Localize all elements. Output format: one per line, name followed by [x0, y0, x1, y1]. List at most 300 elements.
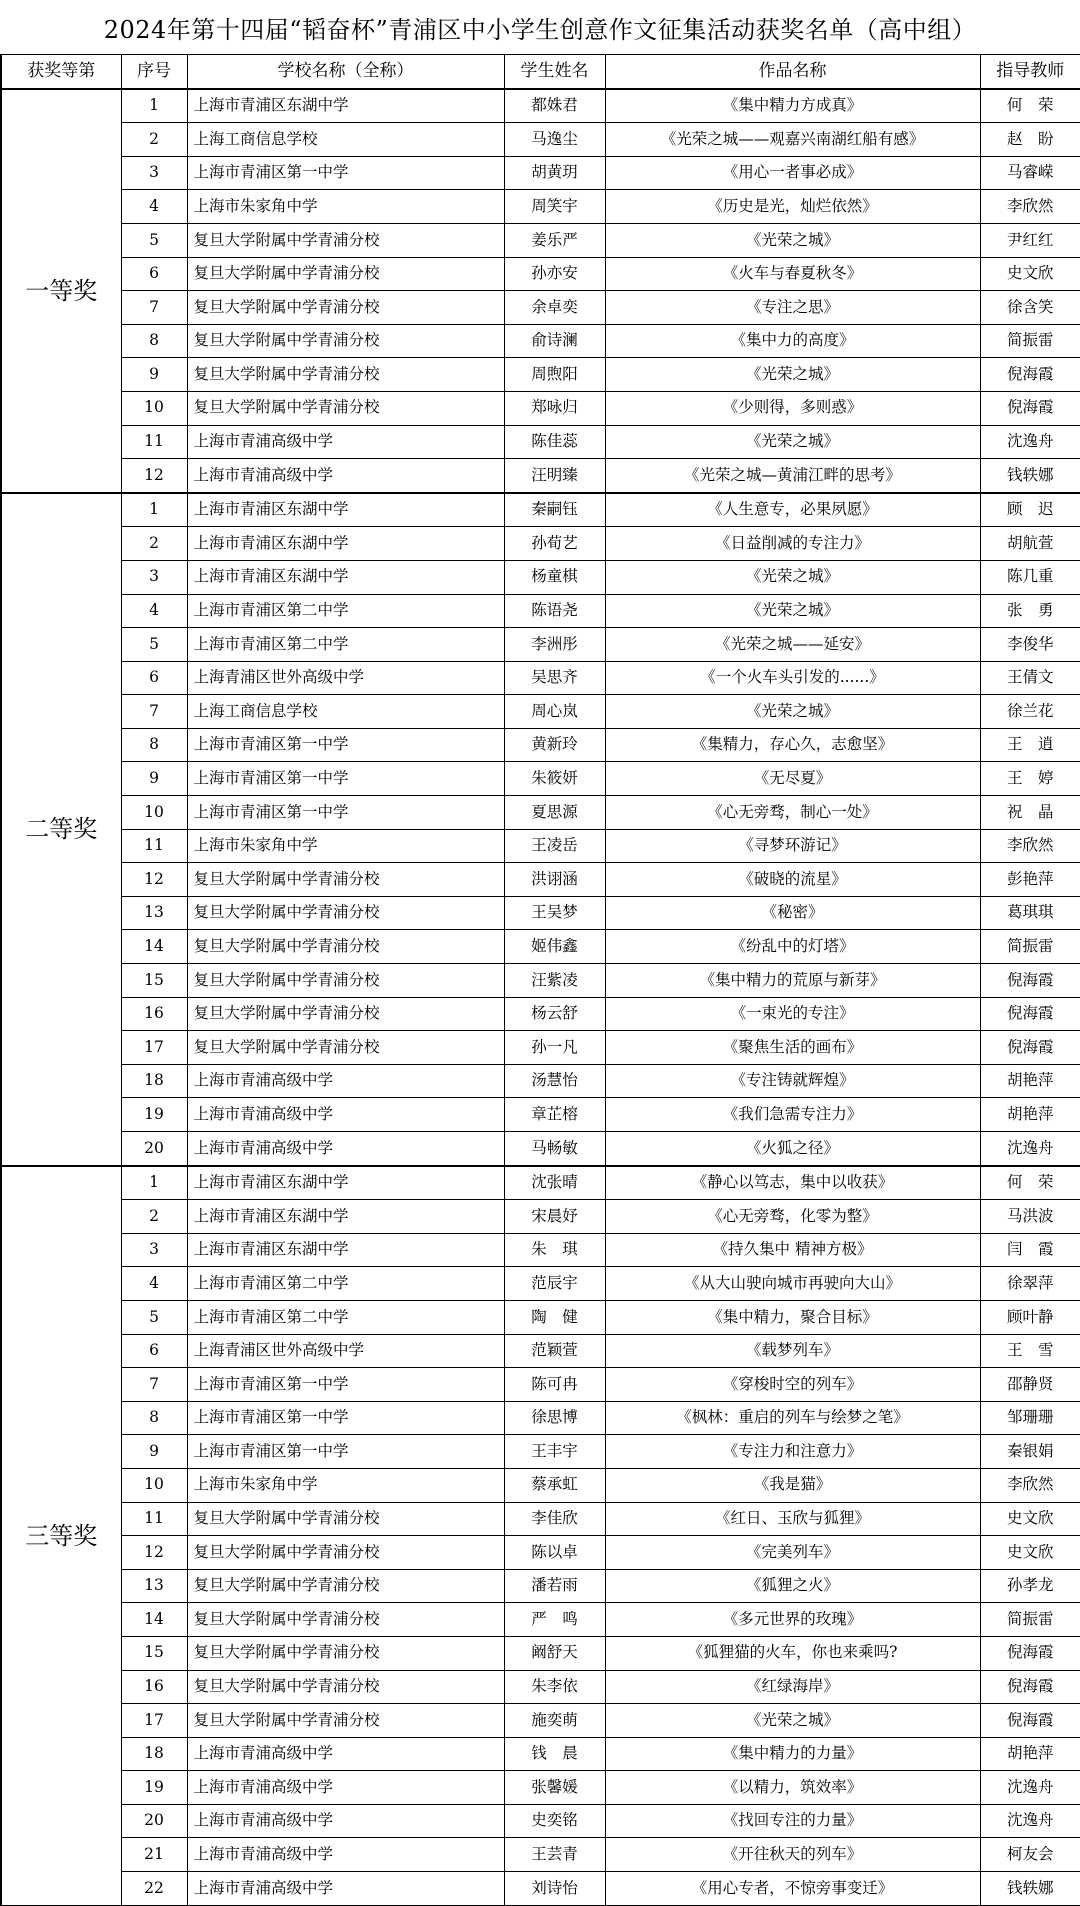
- teacher-cell: 倪海霞: [980, 964, 1080, 998]
- index-cell: 18: [121, 1064, 187, 1098]
- student-cell: 胡黄玥: [504, 156, 605, 190]
- teacher-cell: 何 荣: [980, 1166, 1080, 1200]
- school-cell: 上海市青浦高级中学: [187, 1737, 504, 1771]
- index-cell: 20: [121, 1132, 187, 1166]
- work-title-cell: 《纷乱中的灯塔》: [605, 930, 980, 964]
- table-body: [1, 89, 1080, 1906]
- teacher-cell: 史文欣: [980, 1536, 1080, 1570]
- work-title-cell: 《载梦列车》: [605, 1334, 980, 1368]
- header-work: 作品名称: [605, 55, 980, 89]
- work-title-cell: 《寻梦环游记》: [605, 829, 980, 863]
- header-award-level: 获奖等第: [1, 55, 121, 89]
- student-cell: 陈以卓: [504, 1536, 605, 1570]
- teacher-cell: 赵 盼: [980, 123, 1080, 157]
- student-cell: 章芷榕: [504, 1098, 605, 1132]
- work-title-cell: 《集中精力，聚合目标》: [605, 1300, 980, 1334]
- index-cell: 7: [121, 695, 187, 729]
- index-cell: 18: [121, 1737, 187, 1771]
- school-cell: 上海市青浦区第二中学: [187, 628, 504, 662]
- teacher-cell: 倪海霞: [980, 1670, 1080, 1704]
- header-teacher: 指导教师: [980, 55, 1080, 89]
- school-cell: 复旦大学附属中学青浦分校: [187, 1536, 504, 1570]
- school-cell: 上海市青浦区东湖中学: [187, 493, 504, 527]
- table-row: [1, 391, 1080, 425]
- student-cell: 陈佳蕊: [504, 425, 605, 459]
- index-cell: 13: [121, 1569, 187, 1603]
- teacher-cell: 张 勇: [980, 594, 1080, 628]
- teacher-cell: 胡航萱: [980, 527, 1080, 561]
- student-cell: 姜乐严: [504, 223, 605, 257]
- school-cell: 上海市青浦高级中学: [187, 1771, 504, 1805]
- index-cell: 9: [121, 358, 187, 392]
- work-title-cell: 《用心专者，不惊旁事变迁》: [605, 1872, 980, 1906]
- table-row: [1, 930, 1080, 964]
- school-cell: 复旦大学附属中学青浦分校: [187, 863, 504, 897]
- table-row: [1, 190, 1080, 224]
- teacher-cell: 秦银娟: [980, 1435, 1080, 1469]
- index-cell: 17: [121, 1031, 187, 1065]
- index-cell: 8: [121, 1401, 187, 1435]
- student-cell: 史奕铭: [504, 1804, 605, 1838]
- teacher-cell: 倪海霞: [980, 1031, 1080, 1065]
- teacher-cell: 倪海霞: [980, 1704, 1080, 1738]
- school-cell: 复旦大学附属中学青浦分校: [187, 391, 504, 425]
- header-index: 序号: [121, 55, 187, 89]
- work-title-cell: 《静心以笃志，集中以收获》: [605, 1166, 980, 1200]
- work-title-cell: 《光荣之城》: [605, 1704, 980, 1738]
- teacher-cell: 简振雷: [980, 1603, 1080, 1637]
- student-cell: 李洲彤: [504, 628, 605, 662]
- index-cell: 16: [121, 997, 187, 1031]
- index-cell: 11: [121, 829, 187, 863]
- work-title-cell: 《用心一者事必成》: [605, 156, 980, 190]
- table-row: [1, 1031, 1080, 1065]
- work-title-cell: 《光荣之城—黄浦江畔的思考》: [605, 459, 980, 493]
- student-cell: 王凌岳: [504, 829, 605, 863]
- student-cell: 吴思齐: [504, 661, 605, 695]
- school-cell: 上海青浦区世外高级中学: [187, 1334, 504, 1368]
- index-cell: 22: [121, 1872, 187, 1906]
- student-cell: 俞诗澜: [504, 324, 605, 358]
- teacher-cell: 史文欣: [980, 257, 1080, 291]
- student-cell: 周煦阳: [504, 358, 605, 392]
- school-cell: 上海工商信息学校: [187, 123, 504, 157]
- work-title-cell: 《红日、玉欣与狐狸》: [605, 1502, 980, 1536]
- index-cell: 13: [121, 896, 187, 930]
- index-cell: 5: [121, 1300, 187, 1334]
- teacher-cell: 李俊华: [980, 628, 1080, 662]
- school-cell: 上海市青浦高级中学: [187, 1872, 504, 1906]
- student-cell: 周心岚: [504, 695, 605, 729]
- teacher-cell: 简振雷: [980, 324, 1080, 358]
- table-row: [1, 1064, 1080, 1098]
- work-title-cell: 《集中精力的力量》: [605, 1737, 980, 1771]
- index-cell: 17: [121, 1704, 187, 1738]
- index-cell: 6: [121, 661, 187, 695]
- teacher-cell: 王 逍: [980, 728, 1080, 762]
- table-row: [1, 997, 1080, 1031]
- teacher-cell: 史文欣: [980, 1502, 1080, 1536]
- work-title-cell: 《光荣之城》: [605, 223, 980, 257]
- index-cell: 9: [121, 1435, 187, 1469]
- table-row: [1, 1435, 1080, 1469]
- student-cell: 夏思源: [504, 796, 605, 830]
- student-cell: 周笑宇: [504, 190, 605, 224]
- table-row: [1, 1838, 1080, 1872]
- work-title-cell: 《人生意专，必果夙愿》: [605, 493, 980, 527]
- work-title-cell: 《光荣之城——延安》: [605, 628, 980, 662]
- school-cell: 上海市青浦高级中学: [187, 1132, 504, 1166]
- index-cell: 21: [121, 1838, 187, 1872]
- index-cell: 19: [121, 1771, 187, 1805]
- school-cell: 复旦大学附属中学青浦分校: [187, 930, 504, 964]
- work-title-cell: 《光荣之城》: [605, 425, 980, 459]
- table-row: [1, 1636, 1080, 1670]
- index-cell: 11: [121, 1502, 187, 1536]
- student-cell: 陈可冉: [504, 1368, 605, 1402]
- school-cell: 复旦大学附属中学青浦分校: [187, 257, 504, 291]
- teacher-cell: 倪海霞: [980, 391, 1080, 425]
- student-cell: 蔡承虹: [504, 1468, 605, 1502]
- teacher-cell: 胡艳萍: [980, 1737, 1080, 1771]
- table-row: [1, 964, 1080, 998]
- teacher-cell: 柯友会: [980, 1838, 1080, 1872]
- work-title-cell: 《集中精力方成真》: [605, 89, 980, 123]
- student-cell: 孙荀艺: [504, 527, 605, 561]
- index-cell: 4: [121, 594, 187, 628]
- table-row: [1, 1536, 1080, 1570]
- work-title-cell: 《光荣之城——观嘉兴南湖红船有感》: [605, 123, 980, 157]
- school-cell: 复旦大学附属中学青浦分校: [187, 1603, 504, 1637]
- teacher-cell: 顾叶静: [980, 1300, 1080, 1334]
- work-title-cell: 《完美列车》: [605, 1536, 980, 1570]
- table-row: [1, 89, 1080, 123]
- school-cell: 上海市青浦区第一中学: [187, 728, 504, 762]
- index-cell: 12: [121, 863, 187, 897]
- teacher-cell: 倪海霞: [980, 1636, 1080, 1670]
- student-cell: 施奕萌: [504, 1704, 605, 1738]
- school-cell: 上海市青浦高级中学: [187, 1064, 504, 1098]
- work-title-cell: 《一束光的专注》: [605, 997, 980, 1031]
- teacher-cell: 何 荣: [980, 89, 1080, 123]
- teacher-cell: 李欣然: [980, 829, 1080, 863]
- table-row: [1, 695, 1080, 729]
- work-title-cell: 《穿梭时空的列车》: [605, 1368, 980, 1402]
- student-cell: 徐思博: [504, 1401, 605, 1435]
- award-level-cell: 二等奖: [1, 493, 121, 1166]
- work-title-cell: 《专注铸就辉煌》: [605, 1064, 980, 1098]
- student-cell: 汪紫凌: [504, 964, 605, 998]
- work-title-cell: 《一个火车头引发的......》: [605, 661, 980, 695]
- work-title-cell: 《集精力，存心久，志愈坚》: [605, 728, 980, 762]
- student-cell: 余卓奕: [504, 291, 605, 325]
- teacher-cell: 祝 晶: [980, 796, 1080, 830]
- index-cell: 15: [121, 964, 187, 998]
- school-cell: 上海市青浦区第二中学: [187, 594, 504, 628]
- teacher-cell: 邹珊珊: [980, 1401, 1080, 1435]
- index-cell: 20: [121, 1804, 187, 1838]
- teacher-cell: 徐兰花: [980, 695, 1080, 729]
- table-row: [1, 1569, 1080, 1603]
- teacher-cell: 葛琪琪: [980, 896, 1080, 930]
- teacher-cell: 彭艳萍: [980, 863, 1080, 897]
- index-cell: 2: [121, 527, 187, 561]
- table-row: [1, 1368, 1080, 1402]
- work-title-cell: 《光荣之城》: [605, 594, 980, 628]
- student-cell: 李佳欣: [504, 1502, 605, 1536]
- work-title-cell: 《我是猫》: [605, 1468, 980, 1502]
- index-cell: 14: [121, 930, 187, 964]
- student-cell: 刘诗怡: [504, 1872, 605, 1906]
- index-cell: 10: [121, 1468, 187, 1502]
- work-title-cell: 《光荣之城》: [605, 695, 980, 729]
- header-student: 学生姓名: [504, 55, 605, 89]
- teacher-cell: 马睿嵘: [980, 156, 1080, 190]
- teacher-cell: 闫 霞: [980, 1233, 1080, 1267]
- index-cell: 5: [121, 628, 187, 662]
- table-row: [1, 1737, 1080, 1771]
- teacher-cell: 钱轶娜: [980, 1872, 1080, 1906]
- work-title-cell: 《开往秋天的列车》: [605, 1838, 980, 1872]
- table-row: [1, 896, 1080, 930]
- table-row: [1, 1468, 1080, 1502]
- index-cell: 10: [121, 391, 187, 425]
- work-title-cell: 《少则得，多则惑》: [605, 391, 980, 425]
- student-cell: 王吴梦: [504, 896, 605, 930]
- work-title-cell: 《持久集中 精神方极》: [605, 1233, 980, 1267]
- table-row: [1, 459, 1080, 493]
- student-cell: 杨云舒: [504, 997, 605, 1031]
- school-cell: 上海市青浦区第二中学: [187, 1300, 504, 1334]
- teacher-cell: 徐翠萍: [980, 1267, 1080, 1301]
- table-row: [1, 1200, 1080, 1234]
- student-cell: 姬伟鑫: [504, 930, 605, 964]
- school-cell: 上海市青浦区东湖中学: [187, 1233, 504, 1267]
- index-cell: 7: [121, 291, 187, 325]
- work-title-cell: 《从大山驶向城市再驶向大山》: [605, 1267, 980, 1301]
- work-title-cell: 《日益削减的专注力》: [605, 527, 980, 561]
- table-row: [1, 1670, 1080, 1704]
- student-cell: 都姝君: [504, 89, 605, 123]
- school-cell: 上海市青浦区第一中学: [187, 156, 504, 190]
- teacher-cell: 沈逸舟: [980, 1132, 1080, 1166]
- teacher-cell: 王 雪: [980, 1334, 1080, 1368]
- work-title-cell: 《无尽夏》: [605, 762, 980, 796]
- index-cell: 6: [121, 1334, 187, 1368]
- student-cell: 孙一凡: [504, 1031, 605, 1065]
- school-cell: 上海市青浦高级中学: [187, 425, 504, 459]
- student-cell: 陈语尧: [504, 594, 605, 628]
- student-cell: 阚舒天: [504, 1636, 605, 1670]
- school-cell: 上海市朱家角中学: [187, 190, 504, 224]
- table-row: [1, 425, 1080, 459]
- work-title-cell: 《破晓的流星》: [605, 863, 980, 897]
- school-cell: 复旦大学附属中学青浦分校: [187, 358, 504, 392]
- student-cell: 朱李依: [504, 1670, 605, 1704]
- work-title-cell: 《枫林：重启的列车与绘梦之笔》: [605, 1401, 980, 1435]
- index-cell: 16: [121, 1670, 187, 1704]
- table-row: [1, 123, 1080, 157]
- index-cell: 7: [121, 1368, 187, 1402]
- school-cell: 上海市青浦区第一中学: [187, 1368, 504, 1402]
- index-cell: 3: [121, 560, 187, 594]
- index-cell: 8: [121, 728, 187, 762]
- table-row: [1, 1098, 1080, 1132]
- school-cell: 上海工商信息学校: [187, 695, 504, 729]
- school-cell: 上海市朱家角中学: [187, 1468, 504, 1502]
- index-cell: 15: [121, 1636, 187, 1670]
- teacher-cell: 沈逸舟: [980, 425, 1080, 459]
- school-cell: 上海市青浦区第一中学: [187, 1435, 504, 1469]
- work-title-cell: 《我们急需专注力》: [605, 1098, 980, 1132]
- table-row: [1, 1334, 1080, 1368]
- index-cell: 3: [121, 156, 187, 190]
- student-cell: 钱 晨: [504, 1737, 605, 1771]
- school-cell: 上海市青浦区第一中学: [187, 1401, 504, 1435]
- index-cell: 8: [121, 324, 187, 358]
- school-cell: 上海市青浦区第二中学: [187, 1267, 504, 1301]
- student-cell: 宋晨妤: [504, 1200, 605, 1234]
- teacher-cell: 马洪波: [980, 1200, 1080, 1234]
- student-cell: 郑咏归: [504, 391, 605, 425]
- student-cell: 马畅敏: [504, 1132, 605, 1166]
- work-title-cell: 《光荣之城》: [605, 560, 980, 594]
- teacher-cell: 钱轶娜: [980, 459, 1080, 493]
- teacher-cell: 王 婷: [980, 762, 1080, 796]
- table-row: [1, 796, 1080, 830]
- teacher-cell: 孙孝龙: [980, 1569, 1080, 1603]
- work-title-cell: 《多元世界的玫瑰》: [605, 1603, 980, 1637]
- index-cell: 12: [121, 459, 187, 493]
- school-cell: 复旦大学附属中学青浦分校: [187, 223, 504, 257]
- student-cell: 陶 健: [504, 1300, 605, 1334]
- teacher-cell: 胡艳萍: [980, 1064, 1080, 1098]
- student-cell: 朱筱妍: [504, 762, 605, 796]
- student-cell: 潘若雨: [504, 1569, 605, 1603]
- teacher-cell: 邵静贤: [980, 1368, 1080, 1402]
- table-row: [1, 1300, 1080, 1334]
- table-row: [1, 1872, 1080, 1906]
- table-row: [1, 257, 1080, 291]
- table-row: [1, 829, 1080, 863]
- teacher-cell: 胡艳萍: [980, 1098, 1080, 1132]
- student-cell: 秦嗣钰: [504, 493, 605, 527]
- school-cell: 复旦大学附属中学青浦分校: [187, 1031, 504, 1065]
- table-row: [1, 1804, 1080, 1838]
- work-title-cell: 《火狐之径》: [605, 1132, 980, 1166]
- index-cell: 4: [121, 190, 187, 224]
- index-cell: 2: [121, 123, 187, 157]
- index-cell: 11: [121, 425, 187, 459]
- table-row: [1, 358, 1080, 392]
- table-row: [1, 560, 1080, 594]
- teacher-cell: 简振雷: [980, 930, 1080, 964]
- school-cell: 复旦大学附属中学青浦分校: [187, 1704, 504, 1738]
- table-row: [1, 1401, 1080, 1435]
- teacher-cell: 李欣然: [980, 1468, 1080, 1502]
- work-title-cell: 《找回专注的力量》: [605, 1804, 980, 1838]
- student-cell: 沈张晴: [504, 1166, 605, 1200]
- school-cell: 复旦大学附属中学青浦分校: [187, 964, 504, 998]
- student-cell: 张馨媛: [504, 1771, 605, 1805]
- work-title-cell: 《历史是光，灿烂依然》: [605, 190, 980, 224]
- student-cell: 马逸尘: [504, 123, 605, 157]
- school-cell: 上海市青浦区东湖中学: [187, 1166, 504, 1200]
- table-row: [1, 1166, 1080, 1200]
- index-cell: 1: [121, 493, 187, 527]
- school-cell: 上海青浦区世外高级中学: [187, 661, 504, 695]
- table-row: [1, 1771, 1080, 1805]
- teacher-cell: 倪海霞: [980, 358, 1080, 392]
- work-title-cell: 《秘密》: [605, 896, 980, 930]
- header-row: [1, 55, 1080, 89]
- school-cell: 上海市青浦高级中学: [187, 1098, 504, 1132]
- student-cell: 范颖萱: [504, 1334, 605, 1368]
- student-cell: 洪诩涵: [504, 863, 605, 897]
- school-cell: 复旦大学附属中学青浦分校: [187, 1502, 504, 1536]
- table-row: [1, 493, 1080, 527]
- award-level-cell: 三等奖: [1, 1166, 121, 1906]
- table-row: [1, 1132, 1080, 1166]
- student-cell: 杨童棋: [504, 560, 605, 594]
- work-title-cell: 《心无旁骛，制心一处》: [605, 796, 980, 830]
- work-title-cell: 《光荣之城》: [605, 358, 980, 392]
- school-cell: 上海市朱家角中学: [187, 829, 504, 863]
- page-title: 2024年第十四届“韬奋杯”青浦区中小学生创意作文征集活动获奖名单（高中组）: [103, 15, 977, 44]
- index-cell: 14: [121, 1603, 187, 1637]
- student-cell: 孙亦安: [504, 257, 605, 291]
- table-row: [1, 1704, 1080, 1738]
- student-cell: 范辰宇: [504, 1267, 605, 1301]
- school-cell: 上海市青浦区东湖中学: [187, 527, 504, 561]
- index-cell: 2: [121, 1200, 187, 1234]
- index-cell: 10: [121, 796, 187, 830]
- index-cell: 3: [121, 1233, 187, 1267]
- table-row: [1, 324, 1080, 358]
- work-title-cell: 《狐狸猫的火车，你也来乘吗?: [605, 1636, 980, 1670]
- table-row: [1, 661, 1080, 695]
- school-cell: 复旦大学附属中学青浦分校: [187, 997, 504, 1031]
- table-row: [1, 156, 1080, 190]
- table-row: [1, 291, 1080, 325]
- school-cell: 上海市青浦高级中学: [187, 459, 504, 493]
- school-cell: 上海市青浦区东湖中学: [187, 1200, 504, 1234]
- school-cell: 复旦大学附属中学青浦分校: [187, 896, 504, 930]
- teacher-cell: 李欣然: [980, 190, 1080, 224]
- index-cell: 6: [121, 257, 187, 291]
- table-row: [1, 863, 1080, 897]
- table-row: [1, 1502, 1080, 1536]
- index-cell: 9: [121, 762, 187, 796]
- student-cell: 王丰宇: [504, 1435, 605, 1469]
- table-row: [1, 1233, 1080, 1267]
- school-cell: 复旦大学附属中学青浦分校: [187, 324, 504, 358]
- header-school: 学校名称（全称）: [187, 55, 504, 89]
- work-title-cell: 《以精力，筑效率》: [605, 1771, 980, 1805]
- work-title-cell: 《集中力的高度》: [605, 324, 980, 358]
- award-level-cell: 一等奖: [1, 89, 121, 493]
- work-title-cell: 《专注力和注意力》: [605, 1435, 980, 1469]
- index-cell: 19: [121, 1098, 187, 1132]
- table-row: [1, 762, 1080, 796]
- work-title-cell: 《红绿海岸》: [605, 1670, 980, 1704]
- teacher-cell: 王倩文: [980, 661, 1080, 695]
- teacher-cell: 徐含笑: [980, 291, 1080, 325]
- table-row: [1, 527, 1080, 561]
- index-cell: 1: [121, 89, 187, 123]
- teacher-cell: 陈几重: [980, 560, 1080, 594]
- school-cell: 复旦大学附属中学青浦分校: [187, 291, 504, 325]
